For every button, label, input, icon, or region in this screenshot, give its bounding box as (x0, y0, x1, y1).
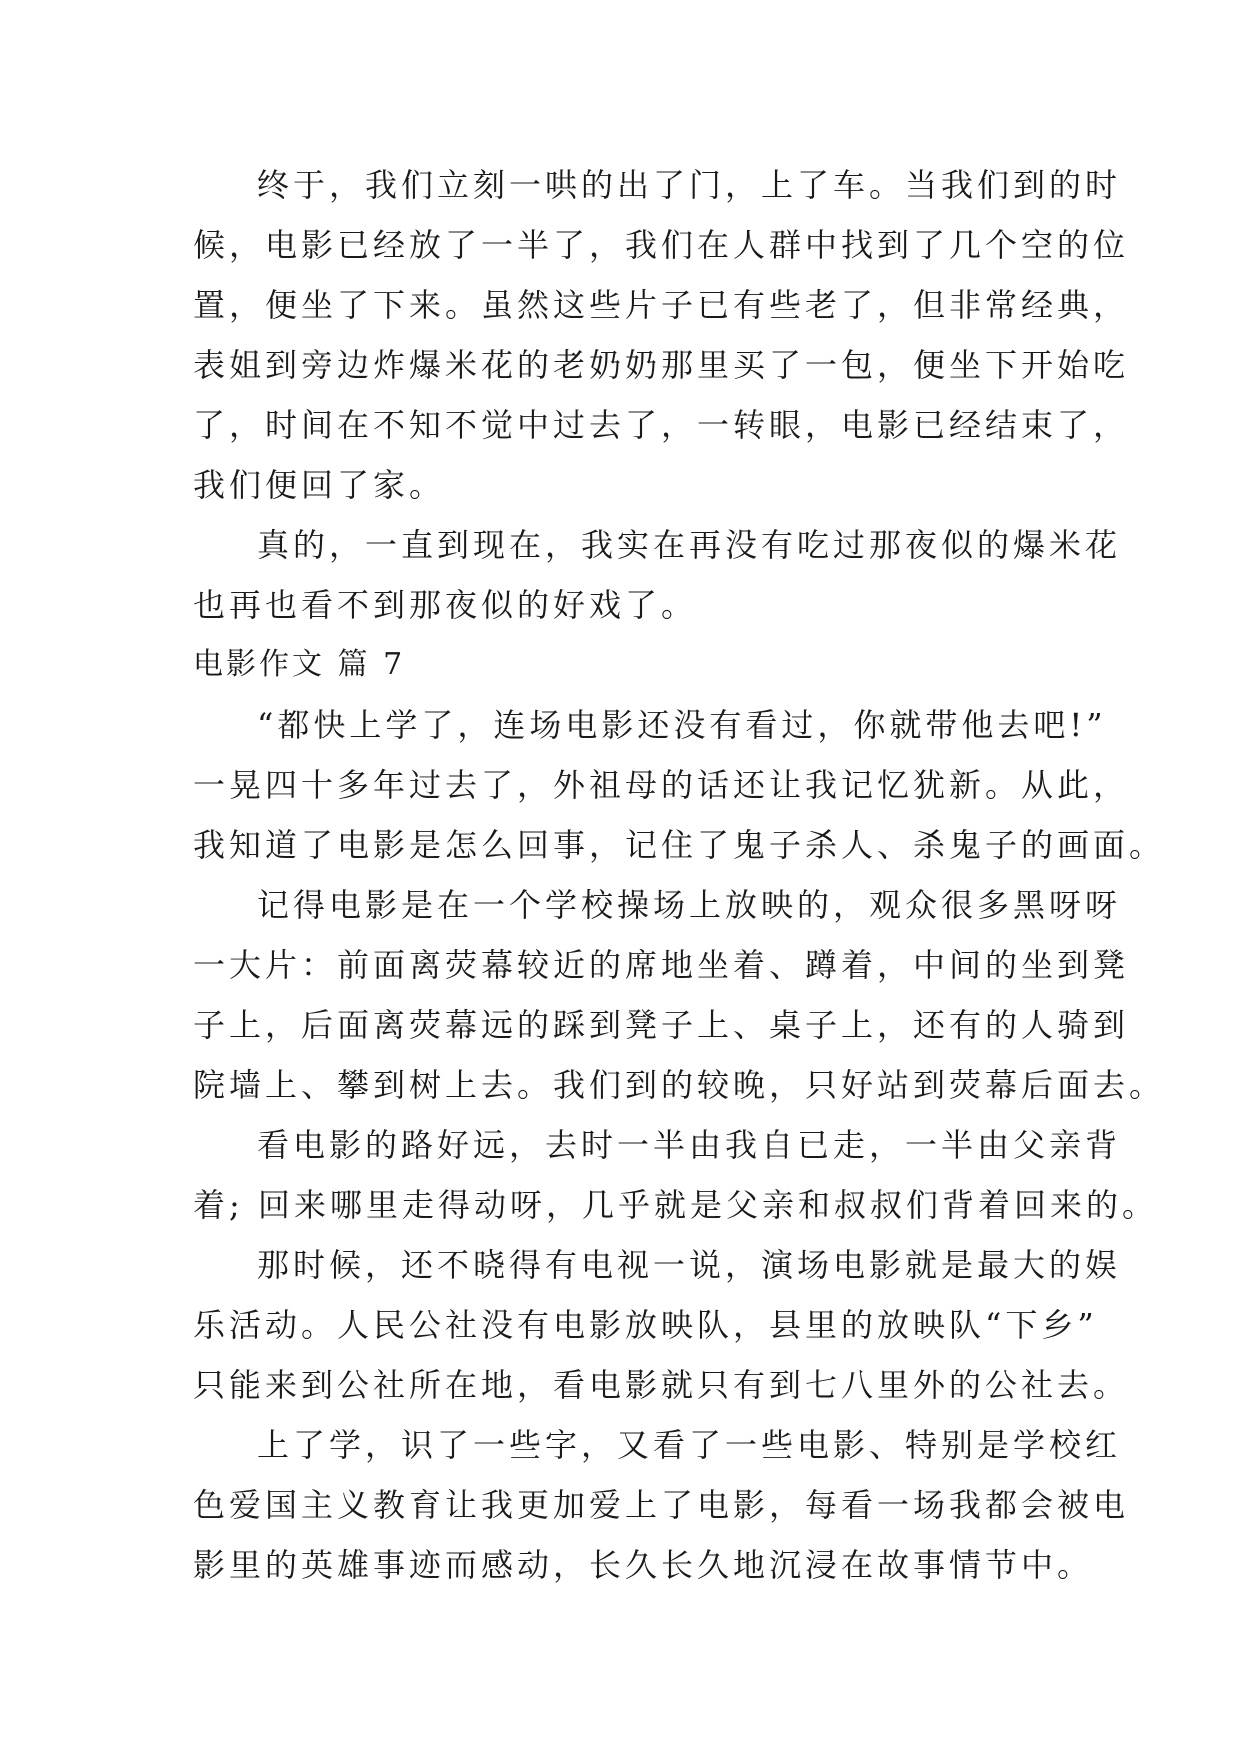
text-line: “都快上学了，连场电影还没有看过，你就带他去吧!” (257, 706, 1107, 744)
paragraph (193, 1235, 1130, 1415)
text-line: 置，便坐了下来。虽然这些片子已有些老了，但非常经典， (193, 286, 1130, 324)
text-line: 真的，一直到现在，我实在再没有吃过那夜似的爆米花 (257, 526, 1122, 564)
text-line: 色爱国主义教育让我更加爱上了电影，每看一场我都会被电 (193, 1486, 1130, 1524)
text-line: 我们便回了家。 (193, 466, 446, 504)
text-line: 终于，我们立刻一哄的出了门，上了车。当我们到的时 (257, 166, 1122, 204)
text-line: 那时候，还不晓得有电视一说，演场电影就是最大的娱 (257, 1246, 1122, 1284)
text-line: 院墙上、攀到树上去。我们到的较晚，只好站到荧幕后面去。 (193, 1066, 1166, 1104)
text-line: 一大片：前面离荧幕较近的席地坐着、蹲着，中间的坐到凳 (193, 946, 1130, 984)
paragraph (193, 875, 1166, 1115)
text-line: 着; 回来哪里走得动呀，几乎就是父亲和叔叔们背着回来的。 (193, 1186, 1158, 1224)
text-line: 影里的英雄事迹而感动，长久长久地沉浸在故事情节中。 (193, 1546, 1094, 1584)
paragraph (193, 1415, 1130, 1595)
text-line: 子上，后面离荧幕远的踩到凳子上、桌子上，还有的人骑到 (193, 1006, 1130, 1044)
text-line: 了，时间在不知不觉中过去了，一转眼，电影已经结束了， (193, 406, 1130, 444)
text-line: 一晃四十多年过去了，外祖母的话还让我记忆犹新。从此， (193, 766, 1130, 804)
paragraph (193, 155, 1130, 515)
text-line: 只能来到公社所在地，看电影就只有到七八里外的公社去。 (193, 1366, 1130, 1404)
paragraph (193, 1115, 1158, 1235)
text-line: 上了学，识了一些字，又看了一些电影、特别是学校红 (257, 1426, 1122, 1464)
text-line: 我知道了电影是怎么回事，记住了鬼子杀人、杀鬼子的画面。 (193, 826, 1166, 864)
text-line: 也再也看不到那夜似的好戏了。 (193, 586, 698, 624)
document-page (193, 155, 1166, 1595)
text-line: 表姐到旁边炸爆米花的老奶奶那里买了一包，便坐下开始吃 (193, 346, 1130, 384)
text-line: 看电影的路好远，去时一半由我自已走，一半由父亲背 (257, 1126, 1122, 1164)
paragraph (193, 515, 1122, 635)
paragraph (193, 695, 1166, 875)
text-line: 乐活动。人民公社没有电影放映队，县里的放映队“下乡” (193, 1306, 1098, 1344)
text-line: 记得电影是在一个学校操场上放映的，观众很多黑呀呀 (257, 886, 1122, 924)
section-heading: 电影作文 篇 7 (193, 647, 406, 682)
text-line: 候，电影已经放了一半了，我们在人群中找到了几个空的位 (193, 226, 1130, 264)
